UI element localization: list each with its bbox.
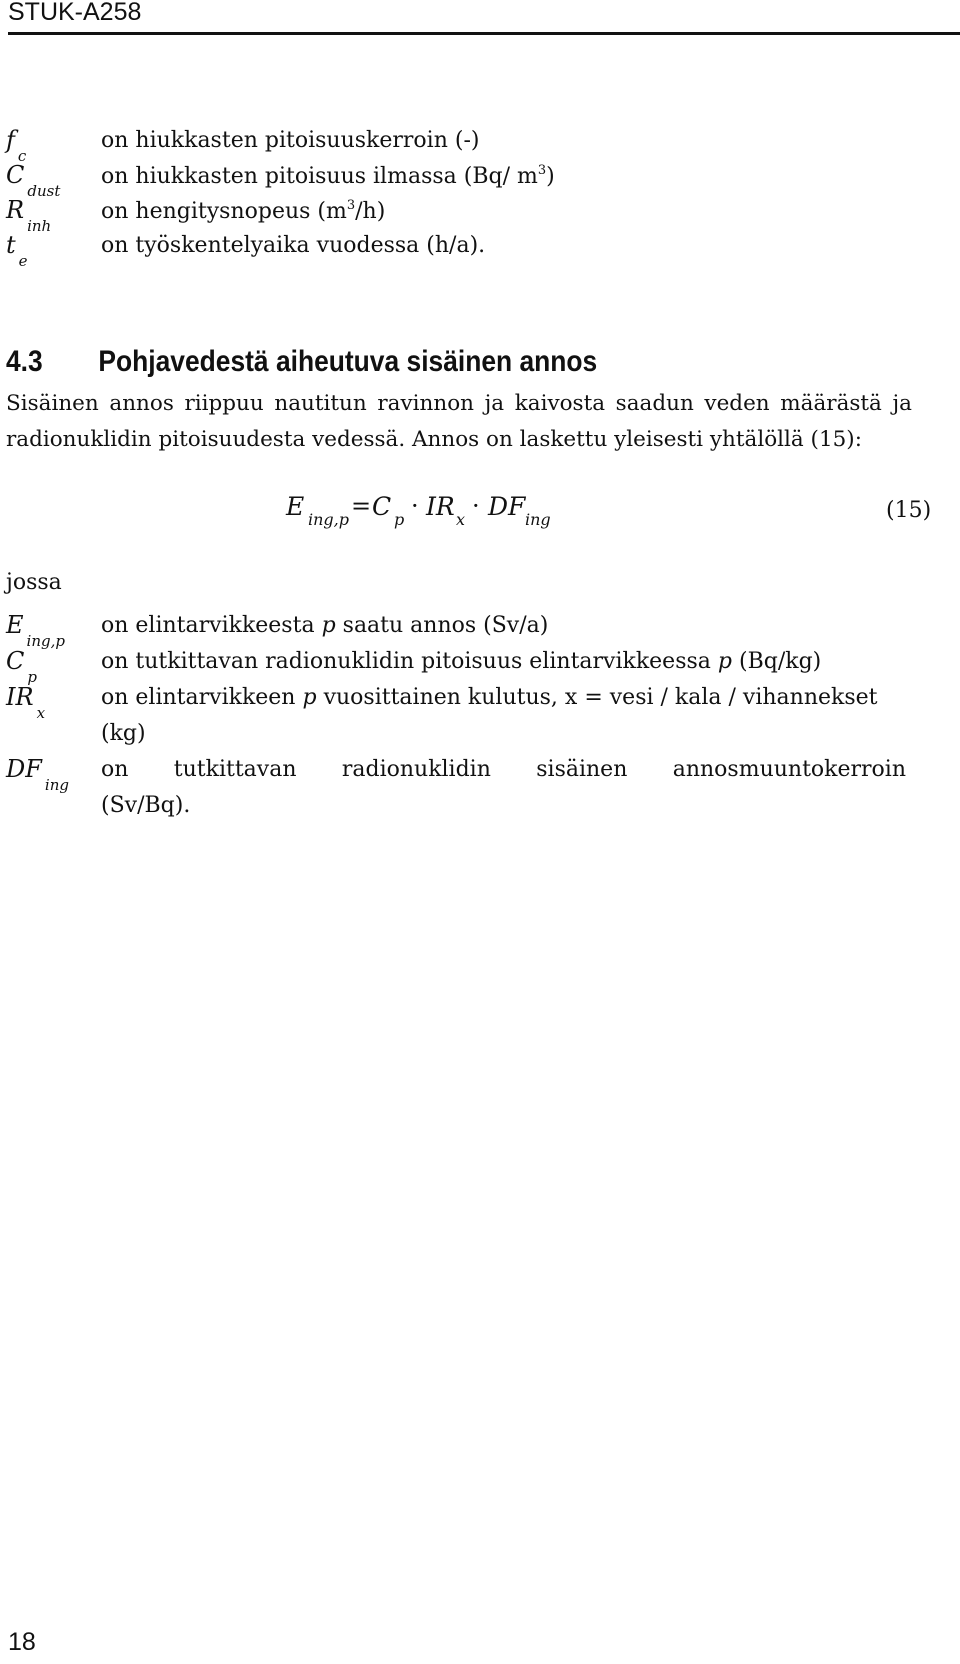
variable-symbol: $t_e$ — [6, 231, 28, 270]
variable-symbol: $C_{dust}$ — [6, 161, 61, 200]
variable-description: on hiukkasten pitoisuuskerroin (-) — [101, 128, 480, 153]
definition-description-continued: (kg) — [101, 721, 146, 746]
variable-row — [0, 161, 960, 200]
equation-term: C — [372, 492, 392, 521]
equation-lhs-subscript: ing,p — [308, 510, 349, 529]
variable-symbol: $R_{inh}$ — [6, 196, 52, 235]
definition-description: on tutkittavan radionuklidin pitoisuus elintarvikkeessa p (Bq/kg) — [101, 649, 822, 674]
where-label: jossa — [6, 570, 62, 595]
variable-row — [0, 196, 960, 235]
definition-description-continued: (Sv/Bq). — [101, 793, 191, 818]
running-header: STUK-A258 — [8, 0, 142, 26]
page-number: 18 — [8, 1628, 36, 1656]
definition-row — [0, 755, 960, 827]
variable-row — [0, 126, 960, 165]
section-title: Pohjavedestä aiheutuva sisäinen annos — [98, 345, 598, 378]
equation-term-subscript: ing — [525, 510, 551, 529]
definition-symbol: $DF_{ing}$ — [6, 755, 69, 794]
definition-description: on elintarvikkeesta p saatu annos (Sv/a) — [101, 613, 549, 638]
variable-row — [0, 231, 960, 270]
equation-term-subscript: p — [394, 510, 405, 529]
variable-symbol: $f_c$ — [6, 126, 27, 165]
definition-description: on elintarvikkeen p vuosittainen kulutus, x = vesi / kala / vihannekset — [101, 685, 878, 710]
definition-row — [0, 683, 960, 755]
multiply-dot: · — [411, 492, 419, 520]
definition-row — [0, 611, 960, 650]
equation — [0, 492, 960, 542]
equation-term: DF — [488, 492, 526, 521]
definition-symbol: $C_p$ — [6, 647, 37, 686]
section-heading — [6, 345, 597, 379]
definition-symbol: $E_{ing,p}$ — [6, 611, 65, 650]
equation-term-subscript: x — [456, 510, 466, 529]
definition-symbol: $IR_x$ — [6, 683, 46, 722]
multiply-dot: · — [472, 492, 480, 520]
definition-description: on tutkittavan radionuklidin sisäinen annosmuuntokerroin — [101, 757, 906, 782]
equation-number: (15) — [886, 498, 932, 523]
equation-term: IR — [426, 492, 455, 521]
section-number: 4.3 — [6, 345, 43, 378]
body-paragraph: Sisäinen annos riippuu nautitun ravinnon ja kaivosta saadun veden määrästä ja radionuklidin pitoisuudesta vedessä. Annos on laskettu yleisesti yhtälöllä (15): — [6, 391, 912, 452]
equals-sign: = — [351, 492, 372, 520]
variable-description: on hengitysnopeus $(m^3/h)$ — [101, 198, 386, 224]
definition-row — [0, 647, 960, 686]
equation-lhs: E — [286, 492, 305, 521]
variable-description: on työskentelyaika vuodessa (h/a). — [101, 233, 486, 258]
header-rule — [8, 32, 960, 35]
variable-description: on hiukkasten pitoisuus ilmassa (Bq/ $m^3$) — [101, 163, 555, 189]
